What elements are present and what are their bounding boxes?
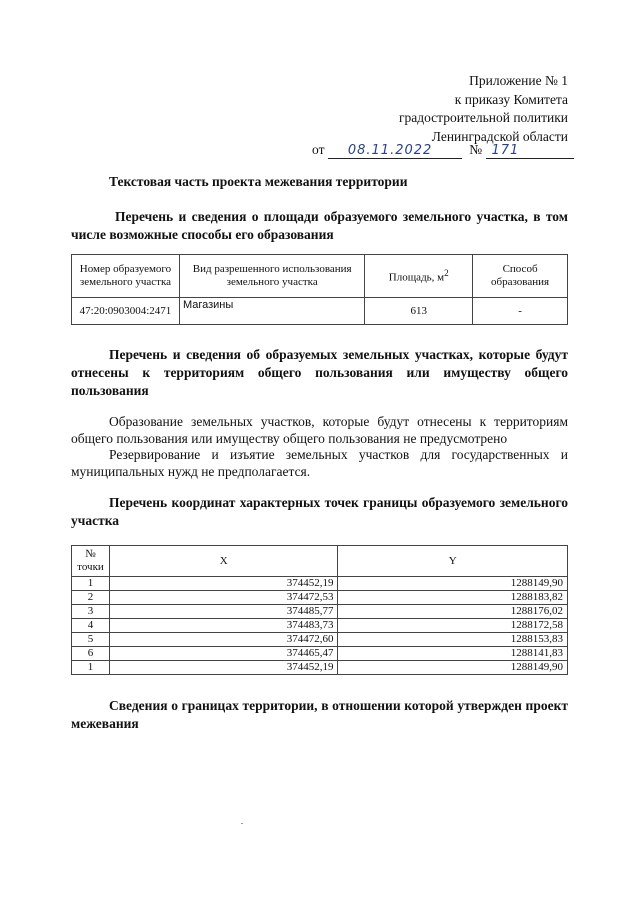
y-cell: 1288172,58 bbox=[338, 619, 568, 633]
land-plot-table bbox=[71, 254, 568, 325]
y-cell: 1288149,90 bbox=[338, 577, 568, 591]
table-row bbox=[72, 619, 568, 633]
point-num: 4 bbox=[72, 619, 110, 633]
y-cell: 1288141,83 bbox=[338, 647, 568, 661]
cadastral-cell: 47:20:0903004:2471 bbox=[72, 298, 180, 325]
table-row bbox=[72, 647, 568, 661]
header-cell: Номер образуемого земельного участка bbox=[72, 255, 180, 298]
point-num: 1 bbox=[72, 661, 110, 675]
x-cell: 374483,73 bbox=[109, 619, 338, 633]
scan-speck bbox=[241, 823, 243, 824]
from-label: от bbox=[312, 142, 325, 157]
section2-title: Перечень и сведения об образуемых земельных участках, которые будут отнесены к территориям общего пользования или имуществу общего пользования bbox=[71, 347, 568, 398]
appendix-line: к приказу Комитета bbox=[454, 91, 568, 107]
number-label: № bbox=[469, 142, 483, 157]
header-cell: Способ образования bbox=[473, 255, 568, 298]
appendix-block bbox=[399, 72, 568, 146]
method-cell: - bbox=[473, 298, 568, 325]
appendix-line: Приложение № 1 bbox=[469, 73, 568, 88]
header-cell: X bbox=[109, 546, 338, 577]
order-date: 08.11.2022 bbox=[328, 143, 462, 159]
area-cell: 613 bbox=[365, 298, 473, 325]
header-cell bbox=[365, 255, 473, 298]
header-cell: № точки bbox=[72, 546, 110, 577]
order-date-number bbox=[312, 141, 570, 159]
section2-paragraph: Образование земельных участков, которые будут отнесены к территориям общего пользования или имуществу общего пользования не предусмотрено bbox=[71, 414, 568, 446]
appendix-line: градостроительной политики bbox=[398, 110, 568, 125]
x-cell: 374485,77 bbox=[109, 605, 338, 619]
y-cell: 1288183,82 bbox=[338, 591, 568, 605]
y-cell: 1288149,90 bbox=[338, 661, 568, 675]
point-num: 5 bbox=[72, 633, 110, 647]
main-title: Текстовая часть проекта межевания территории bbox=[109, 174, 408, 189]
section1-title: Перечень и сведения о площади образуемого земельного участка, в том числе возможные способы его образования bbox=[71, 209, 568, 242]
use-cell: Магазины bbox=[179, 298, 364, 325]
x-cell: 374465,47 bbox=[109, 647, 338, 661]
table-row bbox=[72, 605, 568, 619]
point-num: 3 bbox=[72, 605, 110, 619]
x-cell: 374472,60 bbox=[109, 633, 338, 647]
point-num: 1 bbox=[72, 577, 110, 591]
area-sup: 2 bbox=[444, 268, 449, 279]
header-cell: Y bbox=[338, 546, 568, 577]
x-cell: 374472,53 bbox=[109, 591, 338, 605]
table-header-row bbox=[72, 255, 568, 298]
x-cell: 374452,19 bbox=[109, 577, 338, 591]
order-number: 171 bbox=[486, 143, 574, 159]
table-row bbox=[72, 577, 568, 591]
y-cell: 1288153,83 bbox=[338, 633, 568, 647]
point-num: 6 bbox=[72, 647, 110, 661]
table-row bbox=[72, 661, 568, 675]
appendix-line: Ленинградской области bbox=[431, 128, 568, 144]
x-cell: 374452,19 bbox=[109, 661, 338, 675]
coordinates-table bbox=[71, 545, 568, 675]
point-num: 2 bbox=[72, 591, 110, 605]
section2-paragraph: Резервирование и изъятие земельных участков для государственных и муниципальных нужд не предполагается. bbox=[71, 447, 568, 479]
section4-title: Сведения о границах территории, в отношении которой утвержден проект межевания bbox=[71, 698, 568, 731]
section3-title: Перечень координат характерных точек границы образуемого земельного участка bbox=[71, 495, 568, 528]
area-header: Площадь, м bbox=[388, 271, 445, 284]
table-header-row bbox=[72, 546, 568, 577]
table-row bbox=[72, 633, 568, 647]
header-cell: Вид разрешенного использования земельного участка bbox=[179, 255, 364, 298]
table-row bbox=[72, 298, 568, 325]
table-row bbox=[72, 591, 568, 605]
y-cell: 1288176,02 bbox=[338, 605, 568, 619]
